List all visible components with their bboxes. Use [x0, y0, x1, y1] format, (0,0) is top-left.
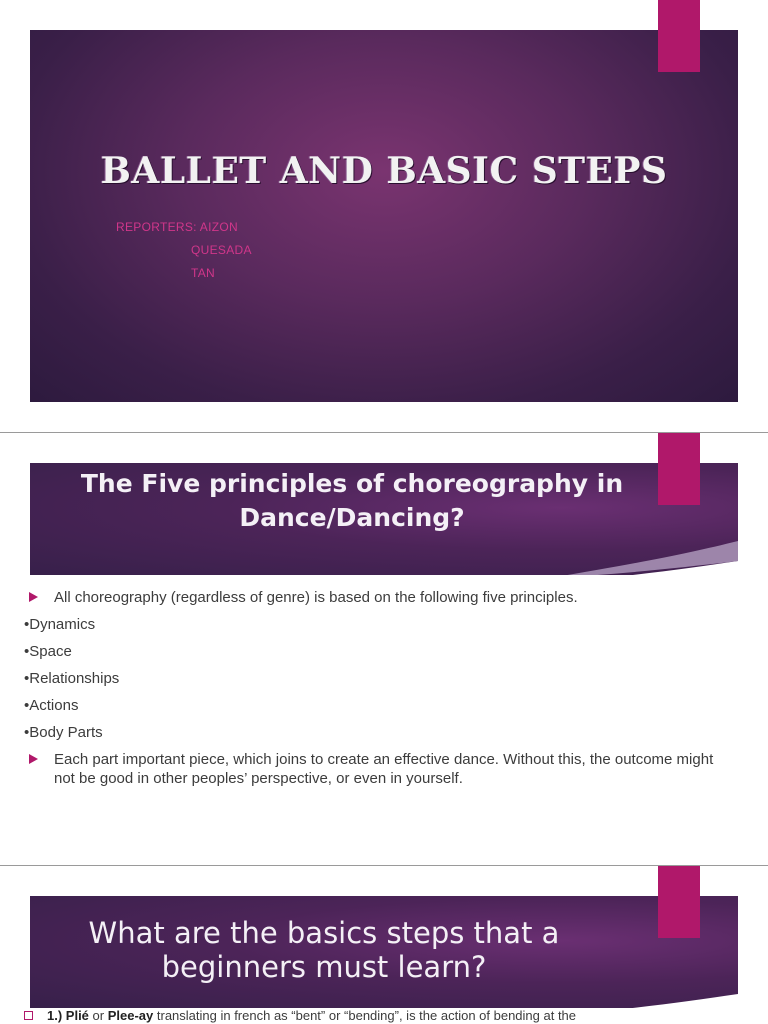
- slide-principles: [0, 433, 768, 865]
- step-connector: or: [88, 1008, 108, 1023]
- step-alt-name: Plee-ay: [107, 1008, 154, 1023]
- slide-heading: [60, 467, 644, 535]
- slide-basic-steps: [0, 866, 768, 1024]
- principle-item: •Space: [24, 643, 72, 660]
- principle-item: •Actions: [24, 697, 79, 714]
- accent-tab: [658, 866, 700, 938]
- reporter-name: QUESADA: [191, 243, 252, 257]
- reporters-block: [116, 220, 252, 289]
- principle-item: •Dynamics: [24, 616, 96, 633]
- heading-line: beginners must learn?: [161, 950, 487, 984]
- arrow-bullet-icon: [29, 754, 38, 764]
- principle-item: •Relationships: [24, 670, 120, 687]
- bullet-conclusion: [24, 750, 724, 788]
- conclusion-text: Each part important piece, which joins to create an effective dance. Without this, the outcome might not be good in other peoples’ perspective, or even in yourself.: [54, 751, 714, 787]
- step-description: translating in french as “bent” or “bending”, is the action of bending at the: [153, 1008, 577, 1023]
- heading-line: Dance/Dancing?: [239, 503, 465, 532]
- intro-text: All choreography (regardless of genre) is based on the following five principles.: [54, 589, 578, 606]
- bullet-intro: [24, 588, 724, 607]
- heading-line: What are the basics steps that a: [88, 916, 560, 950]
- accent-tab: [658, 0, 700, 72]
- arrow-bullet-icon: [29, 592, 38, 602]
- step-number: 1.) Plié: [47, 1008, 89, 1023]
- slide-body: [24, 588, 724, 788]
- slide-heading: [60, 916, 588, 984]
- principle-item: •Body Parts: [24, 724, 103, 741]
- step-item: [24, 1008, 576, 1023]
- heading-line: The Five principles of choreography in: [80, 469, 624, 498]
- square-bullet-icon: [24, 1011, 33, 1020]
- slide-title: [0, 0, 768, 432]
- reporters-label: REPORTERS: AIZON: [116, 220, 238, 234]
- reporter-name: TAN: [191, 266, 216, 280]
- slide-title-text: BALLET AND BASIC STEPS: [100, 150, 668, 192]
- accent-tab: [658, 433, 700, 505]
- title-slide-background: [30, 30, 738, 402]
